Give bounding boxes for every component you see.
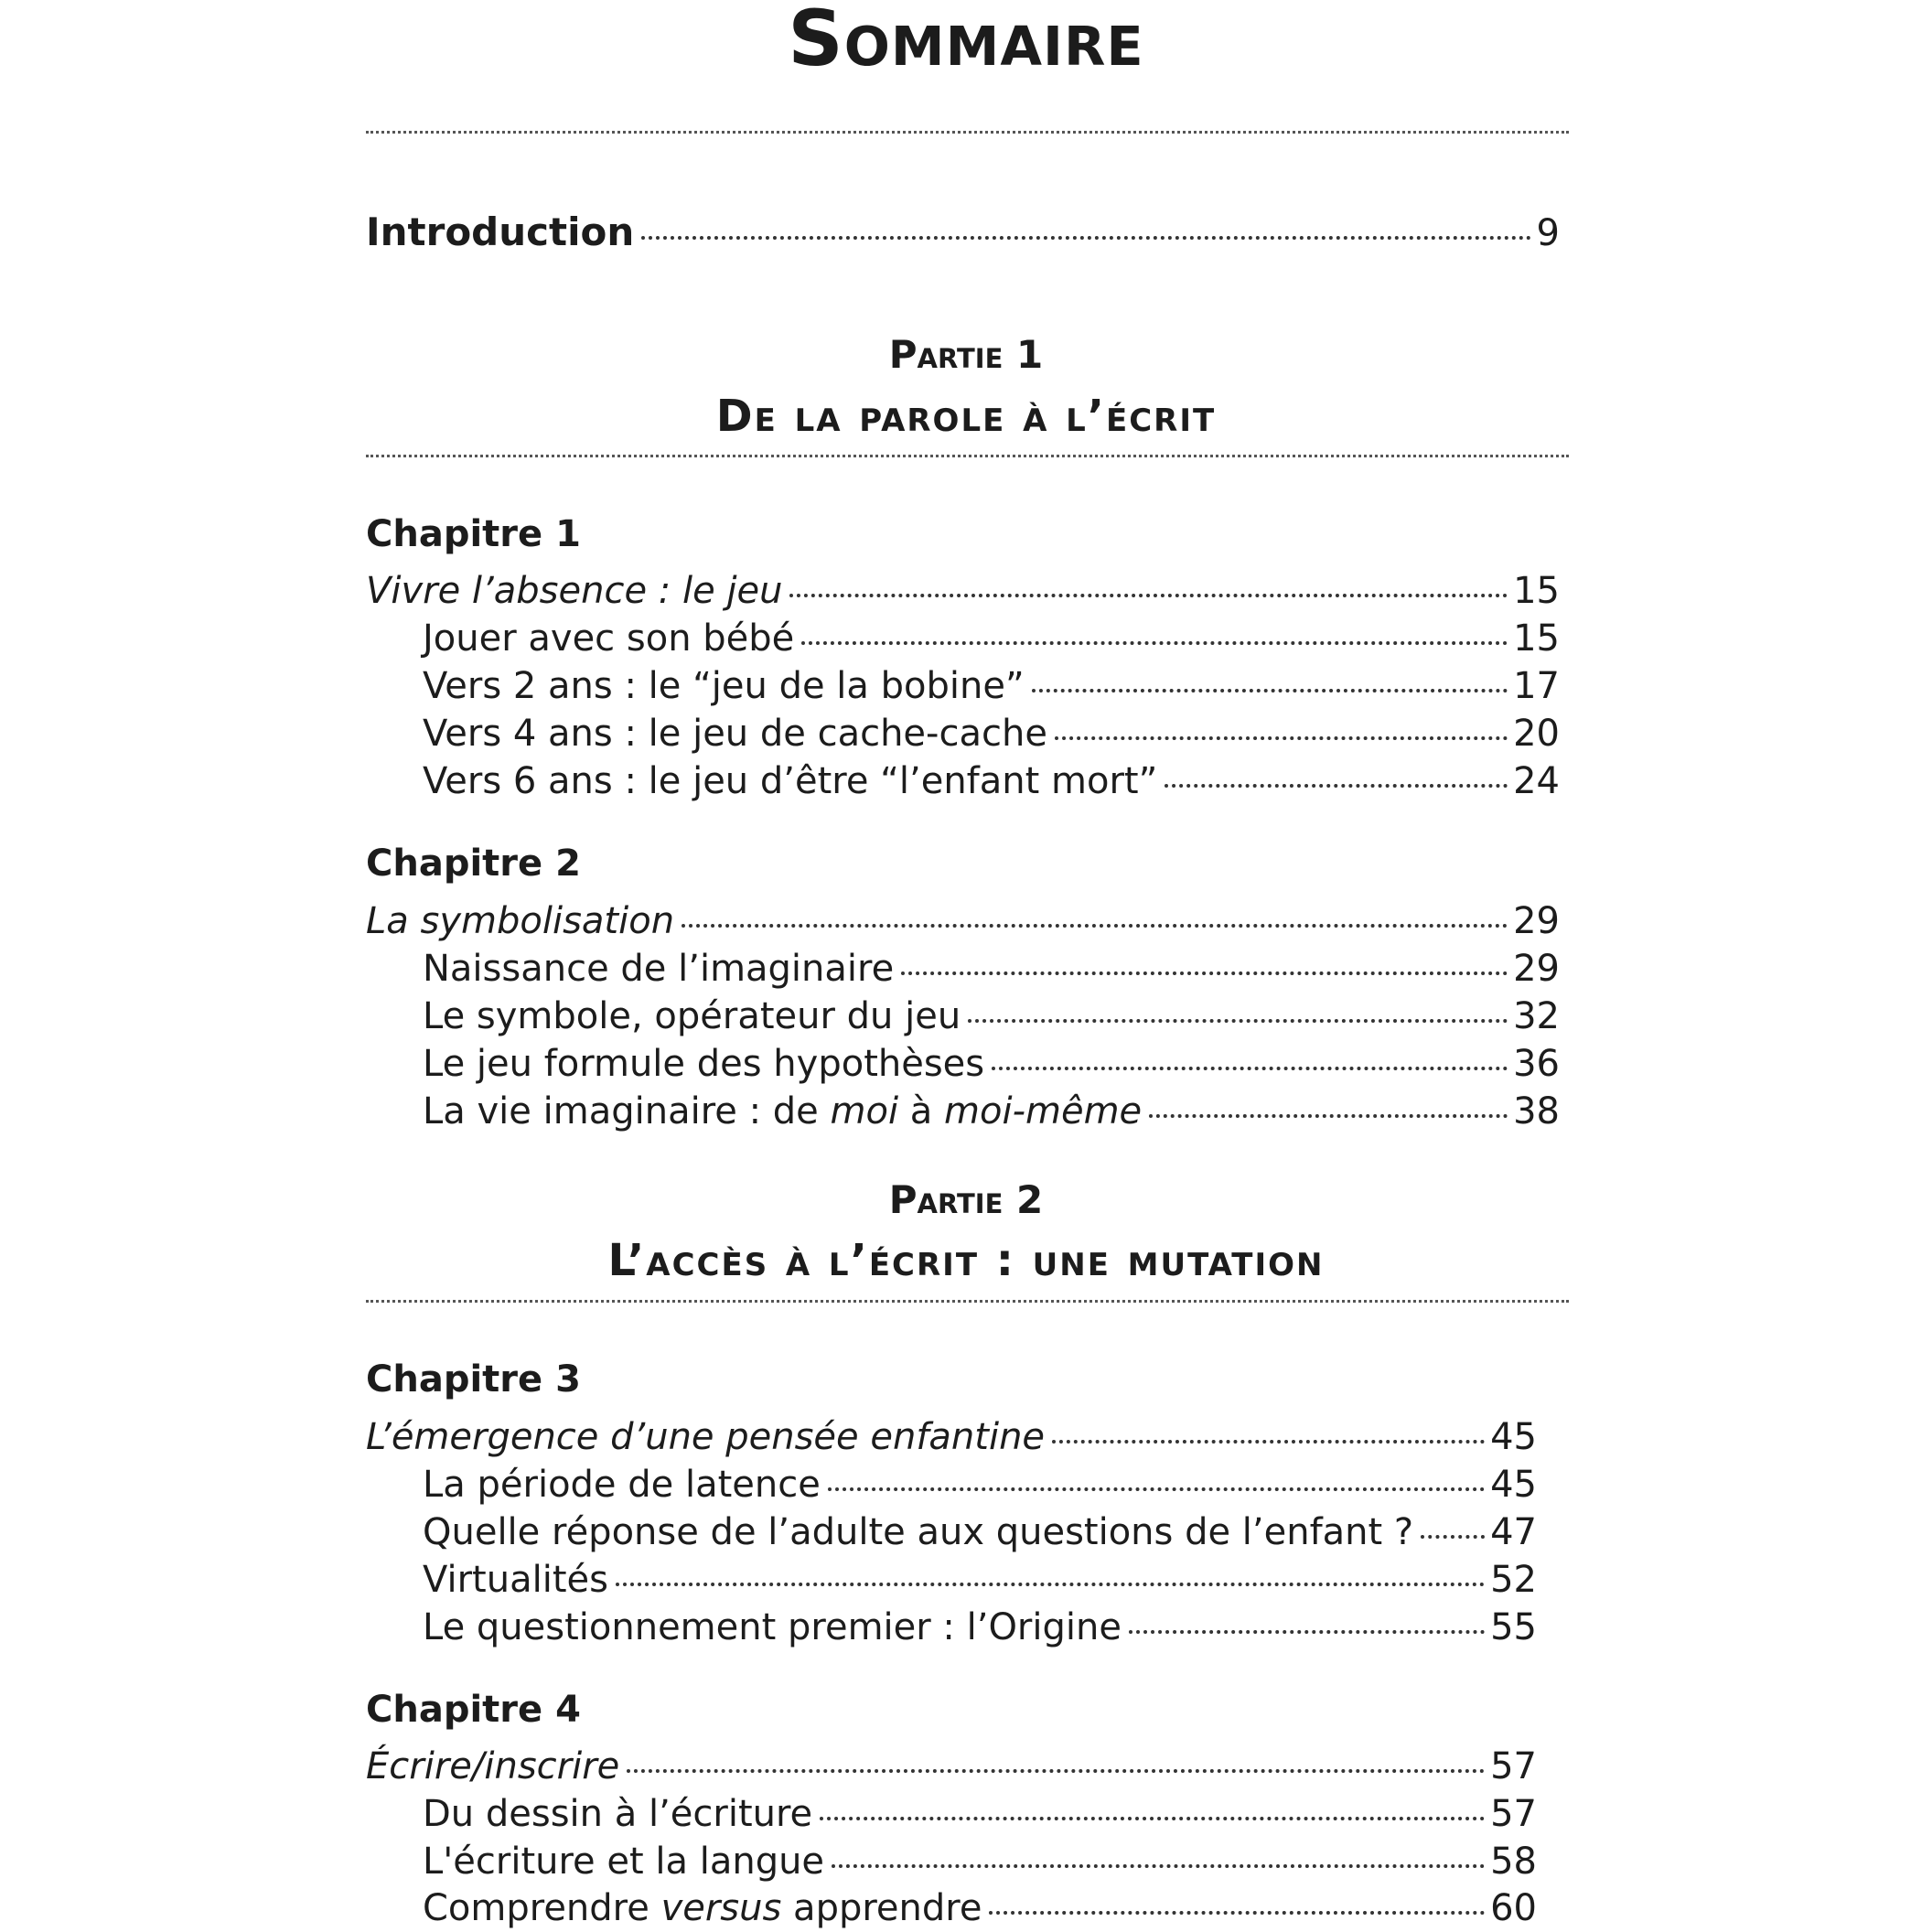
dot-leader (1421, 1535, 1485, 1539)
dot-leader (801, 641, 1508, 645)
toc-page-number: 20 (1513, 713, 1560, 755)
toc-label (423, 1089, 1142, 1133)
toc-page-number: 9 (1536, 212, 1560, 254)
part-title: L’accès à l’écrit : une mutation (607, 1235, 1325, 1286)
dot-leader (820, 1817, 1485, 1820)
toc-entry-section[interactable] (423, 1042, 1560, 1086)
toc-page-number: 24 (1513, 760, 1560, 802)
toc-entry-section[interactable] (423, 1792, 1537, 1836)
toc-label: Vivre l’absence : le jeu (366, 570, 783, 612)
toc-page-number: 45 (1490, 1464, 1537, 1506)
toc-entry-section[interactable] (423, 1840, 1537, 1884)
part-title: De la parole à l’écrit (715, 391, 1217, 442)
dot-leader (992, 1067, 1508, 1070)
toc-entry-section[interactable] (423, 1089, 1560, 1133)
dot-leader (627, 1769, 1485, 1773)
title-separator (366, 131, 1569, 134)
toc-entry-chapter-title[interactable] (366, 899, 1560, 943)
toc-label: Vers 4 ans : le jeu de cache-cache (423, 713, 1047, 755)
dot-leader (1165, 784, 1508, 788)
dot-leader (989, 1911, 1485, 1915)
toc-entry-section[interactable] (423, 1510, 1537, 1554)
label-text: apprendre (781, 1887, 982, 1929)
toc-label: Écrire/inscrire (366, 1745, 620, 1787)
toc-label: Vers 6 ans : le jeu d’être “l’enfant mort” (423, 760, 1158, 802)
toc-page-number: 17 (1513, 665, 1560, 707)
dot-leader (828, 1487, 1485, 1491)
toc-page-number: 36 (1513, 1043, 1560, 1085)
part-separator (366, 1300, 1569, 1303)
toc-label: Introduction (366, 209, 635, 254)
dot-leader (682, 924, 1508, 928)
toc-label: La symbolisation (366, 900, 675, 942)
toc-entry-section[interactable] (423, 1463, 1537, 1507)
dot-leader (968, 1019, 1508, 1023)
label-emphasis: moi-même (944, 1090, 1143, 1132)
page-title: Sommaire (788, 0, 1144, 83)
dot-leader (901, 971, 1508, 975)
part-number: Partie 1 (888, 332, 1044, 377)
toc-label: Virtualités (423, 1559, 608, 1601)
toc-label: Naissance de l’imaginaire (423, 948, 895, 990)
toc-label: Le symbole, opérateur du jeu (423, 995, 961, 1037)
toc-entry-section[interactable] (423, 759, 1560, 803)
chapter-heading: Chapitre 3 (366, 1358, 581, 1401)
toc-label: Du dessin à l’écriture (423, 1793, 813, 1835)
toc-page-number: 58 (1490, 1841, 1537, 1883)
label-emphasis: moi (830, 1090, 899, 1132)
toc-label (423, 1886, 982, 1930)
toc-page-number: 15 (1513, 617, 1560, 660)
toc-entry-section[interactable] (423, 617, 1560, 660)
toc-entry-section[interactable] (423, 1605, 1537, 1649)
toc-label: Quelle réponse de l’adulte aux questions de l’enfant ? (423, 1511, 1414, 1553)
toc-label: Le questionnement premier : l’Origine (423, 1606, 1122, 1648)
label-text: La vie imaginaire : de (423, 1090, 831, 1132)
part-number: Partie 2 (888, 1177, 1044, 1222)
toc-page-number: 55 (1490, 1606, 1537, 1648)
toc-label: Le jeu formule des hypothèses (423, 1043, 985, 1085)
label-emphasis: versus (660, 1887, 782, 1929)
toc-entry-section[interactable] (423, 712, 1560, 756)
toc-page-number: 38 (1513, 1090, 1560, 1132)
toc-entry-section[interactable] (423, 664, 1560, 708)
toc-page-number: 57 (1490, 1745, 1537, 1787)
toc-label: La période de latence (423, 1464, 821, 1506)
toc-entry-section[interactable] (423, 994, 1560, 1038)
dot-leader (1052, 1440, 1485, 1444)
toc-page-number: 52 (1490, 1559, 1537, 1601)
toc-label: L’émergence d’une pensée enfantine (366, 1416, 1046, 1458)
toc-entry-chapter-title[interactable] (366, 1415, 1537, 1459)
toc-entry-section[interactable] (423, 1558, 1537, 1602)
label-text: Comprendre (423, 1887, 661, 1929)
dot-leader (616, 1583, 1485, 1586)
toc-page-number: 57 (1490, 1793, 1537, 1835)
toc-page-number: 45 (1490, 1416, 1537, 1458)
chapter-heading: Chapitre 2 (366, 843, 581, 885)
toc-entry-section[interactable] (423, 947, 1560, 991)
toc-label: Vers 2 ans : le “jeu de la bobine” (423, 665, 1025, 707)
toc-entry-introduction[interactable] (366, 210, 1560, 254)
chapter-heading: Chapitre 4 (366, 1689, 581, 1731)
toc-page-number: 29 (1513, 900, 1560, 942)
dot-leader (641, 236, 1530, 240)
toc-entry-chapter-title[interactable] (366, 569, 1560, 613)
dot-leader (789, 594, 1508, 597)
chapter-heading: Chapitre 1 (366, 513, 581, 555)
label-text: à (898, 1090, 945, 1132)
toc-label: Jouer avec son bébé (423, 617, 795, 660)
part-separator (366, 455, 1569, 457)
dot-leader (832, 1864, 1485, 1868)
toc-label: L'écriture et la langue (423, 1841, 825, 1883)
dot-leader (1149, 1114, 1508, 1118)
toc-page-number: 15 (1513, 570, 1560, 612)
toc-page-number: 60 (1490, 1887, 1537, 1929)
dot-leader (1055, 736, 1508, 740)
dot-leader (1129, 1630, 1485, 1634)
toc-page-number: 32 (1513, 995, 1560, 1037)
toc-page-number: 47 (1490, 1511, 1537, 1553)
toc-entry-chapter-title[interactable] (366, 1744, 1537, 1788)
toc-page-number: 29 (1513, 948, 1560, 990)
toc-entry-section[interactable] (423, 1886, 1537, 1930)
dot-leader (1032, 689, 1508, 692)
